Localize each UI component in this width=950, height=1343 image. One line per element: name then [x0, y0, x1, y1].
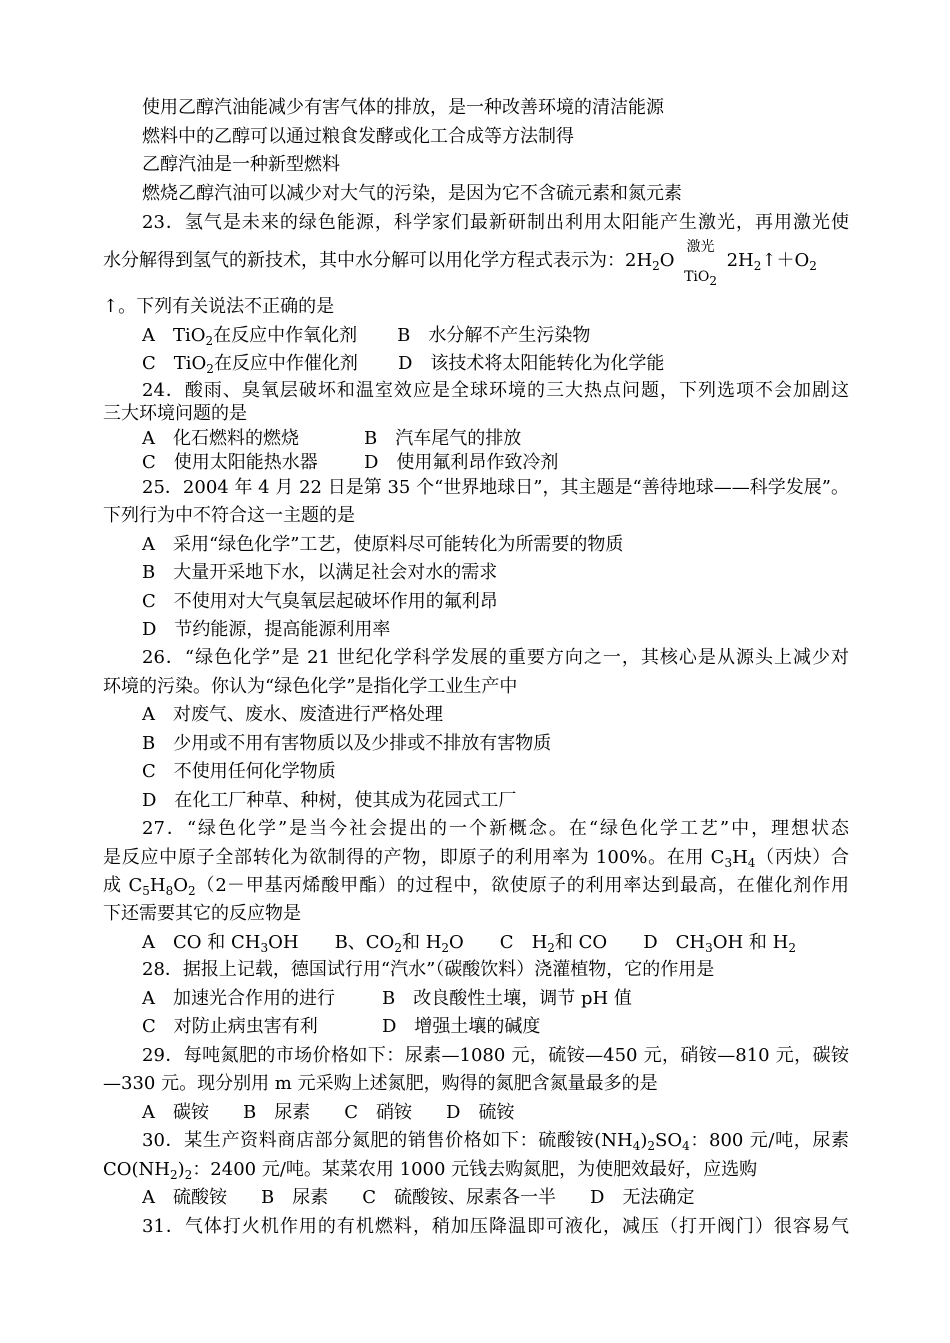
option-text: D CH — [643, 932, 706, 953]
q26-option-c: C 不使用任何化学物质 — [142, 761, 336, 782]
option-text: B、CO — [334, 932, 395, 953]
subscript: 2 — [788, 941, 796, 955]
reaction-arrow — [679, 239, 723, 288]
q30-options-row — [142, 1187, 694, 1209]
q30-option-c: C 硫酸铵、尿素各一半 — [362, 1187, 557, 1208]
subscript: 2 — [441, 941, 450, 955]
stem-text: ：2400 元/吨。某菜农用 1000 元钱去购氮肥，为使肥效最好，应选购 — [192, 1159, 758, 1180]
q30-option-a: A 硫酸铵 — [142, 1187, 227, 1208]
subscript: 3 — [705, 941, 713, 955]
subscript: 2 — [809, 259, 817, 273]
q25-option-d: D 节约能源，提高能源利用率 — [142, 619, 391, 640]
q27-option-a — [142, 932, 299, 953]
q22-option-c-text: 乙醇汽油是一种新型燃料 — [142, 154, 340, 175]
q24-stem-line1: 24．酸雨、臭氧层破坏和温室效应是全球环境的三大热点问题，下列选项不会加剧这 — [142, 380, 849, 401]
subscript: 2 — [188, 884, 196, 898]
subscript: 4 — [682, 1139, 690, 1153]
q22-option-a — [142, 97, 664, 119]
q27-options-row — [142, 932, 796, 954]
stem-text: SO — [655, 1130, 683, 1151]
subscript: 2 — [647, 1139, 656, 1153]
stem-text: CO(NH — [103, 1159, 170, 1180]
q23-option-row-2 — [142, 353, 664, 375]
q27-stem-line1: 27．“绿色化学”是当今社会提出的一个新概念。在“绿色化学工艺”中，理想状态 — [142, 818, 849, 839]
q24-stem-line2: 三大环境问题的是 — [103, 403, 247, 424]
q22-option-d — [142, 183, 682, 205]
q28-option-row-2 — [142, 1016, 540, 1038]
catalyst-text: TiO — [684, 269, 710, 285]
q24-option-row-2 — [142, 452, 558, 474]
q25-stem-line2: 下列行为中不符合这一主题的是 — [103, 505, 355, 526]
q23-stem-line2 — [103, 239, 849, 288]
arrow-condition-above: 激光 — [686, 239, 715, 255]
stem-text: H — [149, 875, 166, 896]
q28-option-row-1 — [142, 988, 632, 1010]
q27-option-c — [500, 932, 607, 953]
option-text: O — [449, 932, 464, 953]
q22-option-c — [142, 154, 340, 176]
q28-option-c: C 对防止病虫害有利 — [142, 1016, 318, 1037]
q30-option-d: D 无法确定 — [590, 1187, 695, 1208]
q23-option-d: D 该技术将太阳能转化为化学能 — [397, 353, 665, 374]
stem-text: 30．某生产资料商店部分氮肥的销售价格如下：硫酸铵(NH — [142, 1130, 633, 1151]
q22-option-b-text: 燃料中的乙醇可以通过粮食发酵或化工合成等方法制得 — [142, 126, 574, 147]
q29-stem-line1: 29．每吨氮肥的市场价格如下：尿素—1080 元，硫铵—450 元，硝铵—810 元，碳铵 — [142, 1045, 849, 1066]
q23-option-c — [142, 353, 358, 374]
q24-option-c: C 使用太阳能热水器 — [142, 452, 318, 473]
q31-stem-line1: 31．气体打火机作用的有机燃料，稍加压降温即可液化，减压（打开阀门）很容易气 — [142, 1216, 849, 1237]
stem-text: ：800 元/吨，尿素 — [689, 1130, 849, 1151]
q23-stem-line1: 23．氢气是未来的绿色能源，科学家们最新研制出利用太阳能产生激光，再用激光使 — [142, 212, 849, 233]
q27-stem-line3 — [103, 875, 849, 897]
subscript: 2 — [394, 941, 402, 955]
q22-option-d-text: 燃烧乙醇汽油可以减少对大气的污染，是因为它不含硫元素和氮元素 — [142, 183, 682, 204]
subscript: 2 — [206, 362, 214, 376]
option-text: A CO 和 CH — [142, 932, 261, 953]
q25-stem-line1: 25．2004 年 4 月 22 日是第 35 个“世界地球日”，其主题是“善待地球——科学发展”。 — [142, 477, 849, 498]
option-text: A TiO — [142, 325, 206, 346]
equation-o: O — [659, 250, 675, 271]
q26-stem-line2: 环境的污染。你认为“绿色化学”是指化学工业生产中 — [103, 676, 518, 697]
q30-stem-line2 — [103, 1159, 757, 1181]
q26-stem-line1: 26．“绿色化学”是 21 世纪化学科学发展的重要方向之一，其核心是从源头上减少对 — [142, 647, 849, 668]
q30-option-b: B 尿素 — [261, 1187, 329, 1208]
subscript: 2 — [205, 334, 214, 348]
subscript: 2 — [753, 259, 762, 273]
q23-option-a — [142, 325, 357, 346]
q28-option-b: B 改良酸性土壤，调节 pH 值 — [382, 988, 632, 1009]
q23-equation-lhs: 水分解得到氢气的新技术，其中水分解可以用化学方程式表示为：2H — [103, 250, 653, 271]
q22-option-b — [142, 126, 574, 148]
equation-product-h2: 2H — [726, 250, 754, 271]
equation-product-o2: ↑＋O — [761, 250, 810, 271]
q29-option-b: B 尿素 — [243, 1102, 311, 1123]
arrow-condition-below — [679, 266, 723, 288]
q28-stem-line1: 28．据报上记载，德国试行用“汽水”（碳酸饮料）浇灌植物，它的作用是 — [142, 959, 715, 980]
q25-option-b: B 大量开采地下水，以满足社会对水的需求 — [142, 562, 498, 583]
q28-option-a: A 加速光合作用的进行 — [142, 988, 335, 1009]
stem-text: O — [173, 875, 189, 896]
q27-option-b — [335, 932, 464, 953]
option-text: 在反应中作催化剂 — [213, 353, 358, 374]
q25-option-c: C 不使用对大气臭氧层起破坏作用的氟利昂 — [142, 591, 498, 612]
subscript: 5 — [142, 884, 150, 898]
option-text: OH — [268, 932, 299, 953]
subscript: 4 — [632, 1139, 641, 1153]
option-text: C H — [499, 932, 548, 953]
q28-option-d: D 增强土壤的碱度 — [382, 1016, 541, 1037]
subscript: 2 — [652, 259, 660, 273]
q26-option-a: A 对废气、废水、废渣进行严格处理 — [142, 704, 443, 725]
q23-option-row-1 — [142, 325, 590, 347]
q25-option-a: A 采用“绿色化学”工艺，使原料尽可能转化为所需要的物质 — [142, 534, 624, 555]
q26-option-b: B 少用或不用有害物质以及少排或不排放有害物质 — [142, 733, 552, 754]
q27-stem-line2 — [103, 847, 849, 869]
q22-option-a-text: 使用乙醇汽油能减少有害气体的排放，是一种改善环境的清洁能源 — [142, 97, 664, 118]
option-text: C TiO — [142, 353, 207, 374]
stem-text: ) — [177, 1159, 185, 1180]
stem-text: （2－甲基丙烯酸甲酯）的过程中，欲使原子的利用率达到最高，在催化剂作用 — [195, 875, 850, 896]
q29-option-a: A 碳铵 — [142, 1102, 209, 1123]
subscript: 8 — [165, 884, 174, 898]
stem-text: （丙炔）合 — [755, 847, 849, 868]
q24-option-d: D 使用氟利昂作致冷剂 — [364, 452, 559, 473]
subscript: 4 — [747, 856, 756, 870]
q29-options-row — [142, 1102, 514, 1124]
q24-option-a: A 化石燃料的燃烧 — [142, 428, 299, 449]
option-text: OH 和 H — [712, 932, 789, 953]
q29-option-d: D 硫铵 — [446, 1102, 515, 1123]
q29-stem-line2: —330 元。现分别用 m 元采购上述氮肥，购得的氮肥含氮量最多的是 — [103, 1073, 658, 1094]
option-text: 和 H — [401, 932, 442, 953]
q23-stem-line3: ↑。下列有关说法不正确的是 — [103, 296, 335, 317]
subscript: 3 — [260, 941, 269, 955]
option-text: 在反应中作氧化剂 — [213, 325, 358, 346]
subscript: 2 — [709, 274, 718, 288]
q24-option-row-1 — [142, 428, 521, 450]
stem-text: 是反应中原子全部转化为欲制得的产物，即原子的利用率为 100%。在用 C — [103, 847, 725, 868]
stem-text: H — [732, 847, 748, 868]
subscript: 2 — [547, 941, 555, 955]
stem-text: ) — [640, 1130, 648, 1151]
subscript: 3 — [724, 856, 733, 870]
subscript: 2 — [184, 1168, 193, 1182]
q26-option-d: D 在化工厂种草、种树，使其成为花园式工厂 — [142, 790, 517, 811]
stem-text: 成 C — [103, 875, 143, 896]
q27-option-d — [643, 932, 796, 953]
q27-stem-line4: 下还需要其它的反应物是 — [103, 903, 301, 924]
q29-option-c: C 硝铵 — [344, 1102, 413, 1123]
q23-option-b: B 水分解不产生污染物 — [397, 325, 591, 346]
subscript: 2 — [170, 1168, 178, 1182]
q24-option-b: B 汽车尾气的排放 — [364, 428, 522, 449]
q30-stem-line1 — [142, 1130, 849, 1152]
option-text: 和 CO — [554, 932, 608, 953]
